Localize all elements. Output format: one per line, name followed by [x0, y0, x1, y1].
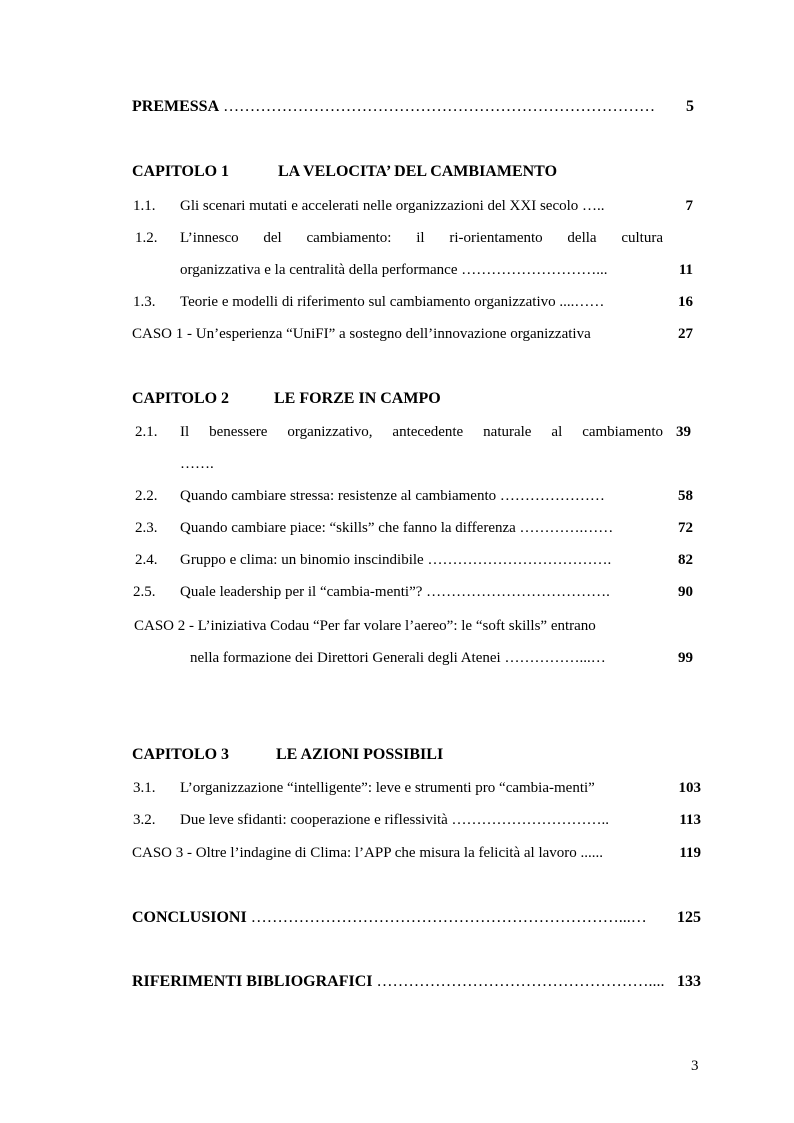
caso-1-page: 27 [678, 326, 693, 342]
entry-1-3-num: 1.3. [133, 294, 156, 310]
entry-2-3-page: 72 [678, 520, 693, 536]
premessa-page: 5 [686, 98, 694, 115]
entry-3-1-page: 103 [678, 780, 701, 796]
premessa-dots: ……………………………………………………………………… [223, 98, 656, 115]
entry-1-1-text[interactable]: Gli scenari mutati e accelerati nelle organizzazioni del XXI secolo ….. [180, 198, 605, 214]
entry-2-1-num: 2.1. [135, 424, 158, 440]
entry-3-2-page: 113 [679, 812, 701, 828]
chapter-3-number: CAPITOLO 3 [132, 746, 230, 763]
entry-2-5-num: 2.5. [133, 584, 156, 600]
entry-2-5-text[interactable]: Quale leadership per il “cambia-menti”? ………………………………. [180, 584, 610, 600]
riferimenti-label: RIFERIMENTI BIBLIOGRAFICI [132, 973, 373, 990]
entry-2-3-text[interactable]: Quando cambiare piace: “skills” che fanno la differenza ………….…… [180, 520, 614, 536]
premessa-label: PREMESSA [132, 98, 220, 115]
caso-2-line2[interactable]: nella formazione dei Direttori Generali degli Atenei ……………...… [190, 650, 606, 666]
entry-1-2-line2[interactable]: organizzativa e la centralità della performance ………………………... [180, 262, 608, 278]
entry-1-3-text[interactable]: Teorie e modelli di riferimento sul cambiamento organizzativo ....…… [180, 294, 605, 310]
entry-3-2-num: 3.2. [133, 812, 156, 828]
entry-2-2-page: 58 [678, 488, 693, 504]
entry-2-5-page: 90 [678, 584, 693, 600]
chapter-2-title: LE FORZE IN CAMPO [274, 390, 441, 407]
caso-2-line1[interactable]: CASO 2 - L’iniziativa Codau “Per far volare l’aereo”: le “soft skills” entrano [134, 618, 596, 634]
entry-1-1-num: 1.1. [133, 198, 156, 214]
caso-2-page: 99 [678, 650, 693, 666]
entry-2-3-num: 2.3. [135, 520, 158, 536]
entry-1-2-page: 11 [678, 262, 693, 278]
chapter-2-number: CAPITOLO 2 [132, 390, 230, 407]
conclusioni-dots: ……………………………………………………………...… [250, 909, 647, 926]
entry-2-4-text[interactable]: Gruppo e clima: un binomio inscindibile ………………………………. [180, 552, 612, 568]
entry-1-2-line1[interactable]: L’innesco del cambiamento: il ri-orientamento della cultura [180, 230, 663, 246]
entry-1-1-page: 7 [685, 198, 693, 214]
toc-premessa[interactable] [132, 98, 664, 116]
conclusioni-label: CONCLUSIONI [132, 909, 247, 926]
conclusioni-page: 125 [677, 909, 701, 926]
entry-2-1-line1[interactable]: Il benessere organizzativo, antecedente naturale al cambiamento [180, 424, 663, 440]
entry-1-2-num: 1.2. [135, 230, 158, 246]
entry-3-1-num: 3.1. [133, 780, 156, 796]
entry-2-1-line2[interactable]: ……. [180, 456, 214, 472]
entry-2-4-num: 2.4. [135, 552, 158, 568]
entry-3-1-text[interactable]: L’organizzazione “intelligente”: leve e strumenti pro “cambia-menti” [180, 780, 595, 796]
caso-1-text[interactable]: CASO 1 - Un’esperienza “UniFI” a sostegno dell’innovazione organizzativa [132, 326, 591, 342]
chapter-1-title: LA VELOCITA’ DEL CAMBIAMENTO [278, 163, 558, 180]
page-number: 3 [691, 1058, 699, 1074]
chapter-3-title: LE AZIONI POSSIBILI [276, 746, 444, 763]
riferimenti-dots: …………………………………………….... [376, 973, 665, 990]
entry-2-1-page: 39 [676, 424, 691, 440]
riferimenti-page: 133 [677, 973, 701, 990]
entry-3-2-text[interactable]: Due leve sfidanti: cooperazione e riflessività ………………………….. [180, 812, 610, 828]
chapter-1-number: CAPITOLO 1 [132, 163, 230, 180]
caso-3-page: 119 [679, 845, 701, 861]
caso-3-text[interactable]: CASO 3 - Oltre l’indagine di Clima: l’APP che misura la felicità al lavoro ...... [132, 845, 604, 861]
entry-1-3-page: 16 [678, 294, 693, 310]
entry-2-2-text[interactable]: Quando cambiare stressa: resistenze al cambiamento ………………… [180, 488, 605, 504]
entry-2-4-page: 82 [678, 552, 693, 568]
toc-conclusioni[interactable] [132, 909, 664, 927]
toc-riferimenti[interactable] [132, 973, 664, 991]
entry-2-2-num: 2.2. [135, 488, 158, 504]
